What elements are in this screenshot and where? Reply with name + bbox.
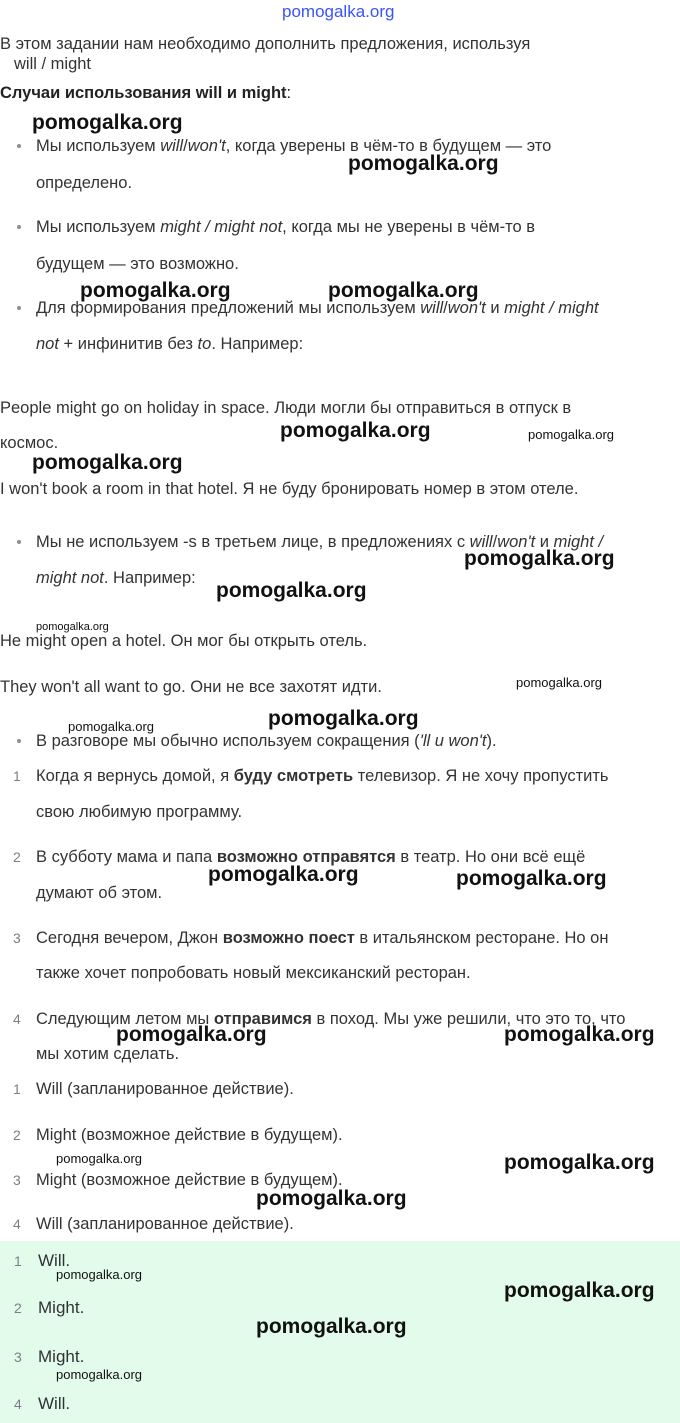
answer-number: 4 — [14, 1396, 22, 1412]
explanation-4: Will (запланированное действие). — [36, 1215, 294, 1233]
watermark-text: pomogalka.org — [208, 863, 359, 886]
task-4-line2: мы хотим сделать. — [36, 1045, 180, 1063]
answer-4: Will. — [38, 1394, 71, 1413]
rules-heading — [0, 82, 291, 104]
watermark-text: pomogalka.org — [32, 451, 183, 474]
watermark-text: pomogalka.org — [256, 1187, 407, 1210]
bullet-5-line1: В разговоре мы обычно используем сокращения ('ll и won't). — [36, 732, 497, 750]
answer-number: 1 — [14, 1253, 22, 1269]
intro-text-cut: will / might — [14, 55, 92, 73]
watermark-text: pomogalka.org — [348, 152, 499, 175]
bullet-1-line2: определено. — [36, 174, 133, 192]
bullet-1-line1: Мы используем will/won't, когда уверены в чём-то в будущем — это — [36, 137, 552, 155]
watermark-text: pomogalka.org — [328, 279, 479, 302]
watermark-text: pomogalka.org — [504, 1151, 655, 1174]
bullet-3-line2: not + инфинитив без to. Например: — [36, 335, 304, 353]
site-header-link[interactable]: pomogalka.org — [282, 2, 395, 21]
bullet-3-line1: Для формирования предложений мы используем will/won't и might / might — [36, 299, 599, 317]
watermark-text: pomogalka.org — [504, 1023, 655, 1046]
bullet-marker — [17, 540, 21, 544]
watermark-text: pomogalka.org — [504, 1279, 655, 1302]
explanation-1: Will (запланированное действие). — [36, 1080, 294, 1098]
task-1-line2: свою любимую программу. — [36, 803, 243, 821]
watermark-text: pomogalka.org — [216, 579, 367, 602]
bullet-marker — [17, 739, 21, 743]
watermark-text: pomogalka.org — [32, 111, 183, 134]
watermark-text: pomogalka.org — [268, 707, 419, 730]
answer-2: Might. — [38, 1298, 85, 1317]
task-4-line1: Следующим летом мы отправимся в поход. Мы уже решили, что это то, что — [36, 1010, 626, 1028]
rules-heading-colon: : — [286, 84, 292, 102]
rules-heading-text: Случаи использования will и might — [0, 84, 287, 102]
watermark-text: pomogalka.org — [256, 1315, 407, 1338]
task-1-line1: Когда я вернусь домой, я буду смотреть телевизор. Я не хочу пропустить — [36, 767, 609, 785]
explanation-3: Might (возможное действие в будущем). — [36, 1171, 343, 1189]
task-2-line2: думают об этом. — [36, 884, 163, 902]
watermark-text: pomogalka.org — [516, 675, 602, 690]
watermark-text: pomogalka.org — [56, 1151, 142, 1166]
watermark-text: pomogalka.org — [80, 279, 231, 302]
explanation-2: Might (возможное действие в будущем). — [36, 1126, 343, 1144]
bullet-2-line1: Мы используем might / might not, когда мы не уверены в чём-то в — [36, 218, 536, 236]
task-number: 3 — [13, 930, 21, 946]
watermark-text: pomogalka.org — [456, 867, 607, 890]
example-3: He might open a hotel. Он мог бы открыть отель. — [0, 632, 368, 650]
watermark-text: pomogalka.org — [280, 419, 431, 442]
watermark-text: pomogalka.org — [56, 1367, 142, 1382]
answer-1: Will. — [38, 1251, 71, 1270]
example-4: They won't all want to go. Они не все захотят идти. — [0, 678, 382, 696]
answer-number: 2 — [14, 1300, 22, 1316]
watermark-text: pomogalka.org — [464, 547, 615, 570]
answer-number: 3 — [14, 1349, 22, 1365]
example-1-line1: People might go on holiday in space. Люди могли бы отправиться в отпуск в — [0, 399, 572, 417]
explanation-number: 4 — [13, 1216, 21, 1232]
explanation-number: 1 — [13, 1081, 21, 1097]
example-2: I won't book a room in that hotel. Я не буду бронировать номер в этом отеле. — [0, 480, 579, 498]
bullet-marker — [17, 225, 21, 229]
answer-3: Might. — [38, 1347, 85, 1366]
task-3-line1: Сегодня вечером, Джон возможно поест в итальянском ресторане. Но он — [36, 929, 609, 947]
watermark-text: pomogalka.org — [56, 1267, 142, 1282]
example-1-line2: космос. — [0, 434, 59, 452]
bullet-marker — [17, 306, 21, 310]
bullet-marker — [17, 144, 21, 148]
bullet-4-line2: might not. Например: — [36, 569, 196, 587]
intro-text-cut-container — [0, 55, 120, 74]
watermark-text: pomogalka.org — [116, 1023, 267, 1046]
explanation-number: 3 — [13, 1172, 21, 1188]
task-number: 1 — [13, 768, 21, 784]
task-number: 4 — [13, 1011, 21, 1027]
watermark-text: pomogalka.org — [68, 719, 154, 734]
watermark-text: pomogalka.org — [36, 621, 109, 633]
bullet-2-line2: будущем — это возможно. — [36, 255, 239, 273]
task-3-line2: также хочет попробовать новый мексиканский ресторан. — [36, 964, 471, 982]
task-number: 2 — [13, 849, 21, 865]
intro-text: В этом задании нам необходимо дополнить предложения, используя — [0, 35, 531, 53]
watermark-text: pomogalka.org — [528, 427, 614, 442]
explanation-number: 2 — [13, 1127, 21, 1143]
bullet-4-line1: Мы не используем -s в третьем лице, в предложениях с will/won't и might / — [36, 533, 604, 551]
task-2-line1: В субботу мама и папа возможно отправятся в театр. Но они всё ещё — [36, 848, 586, 866]
